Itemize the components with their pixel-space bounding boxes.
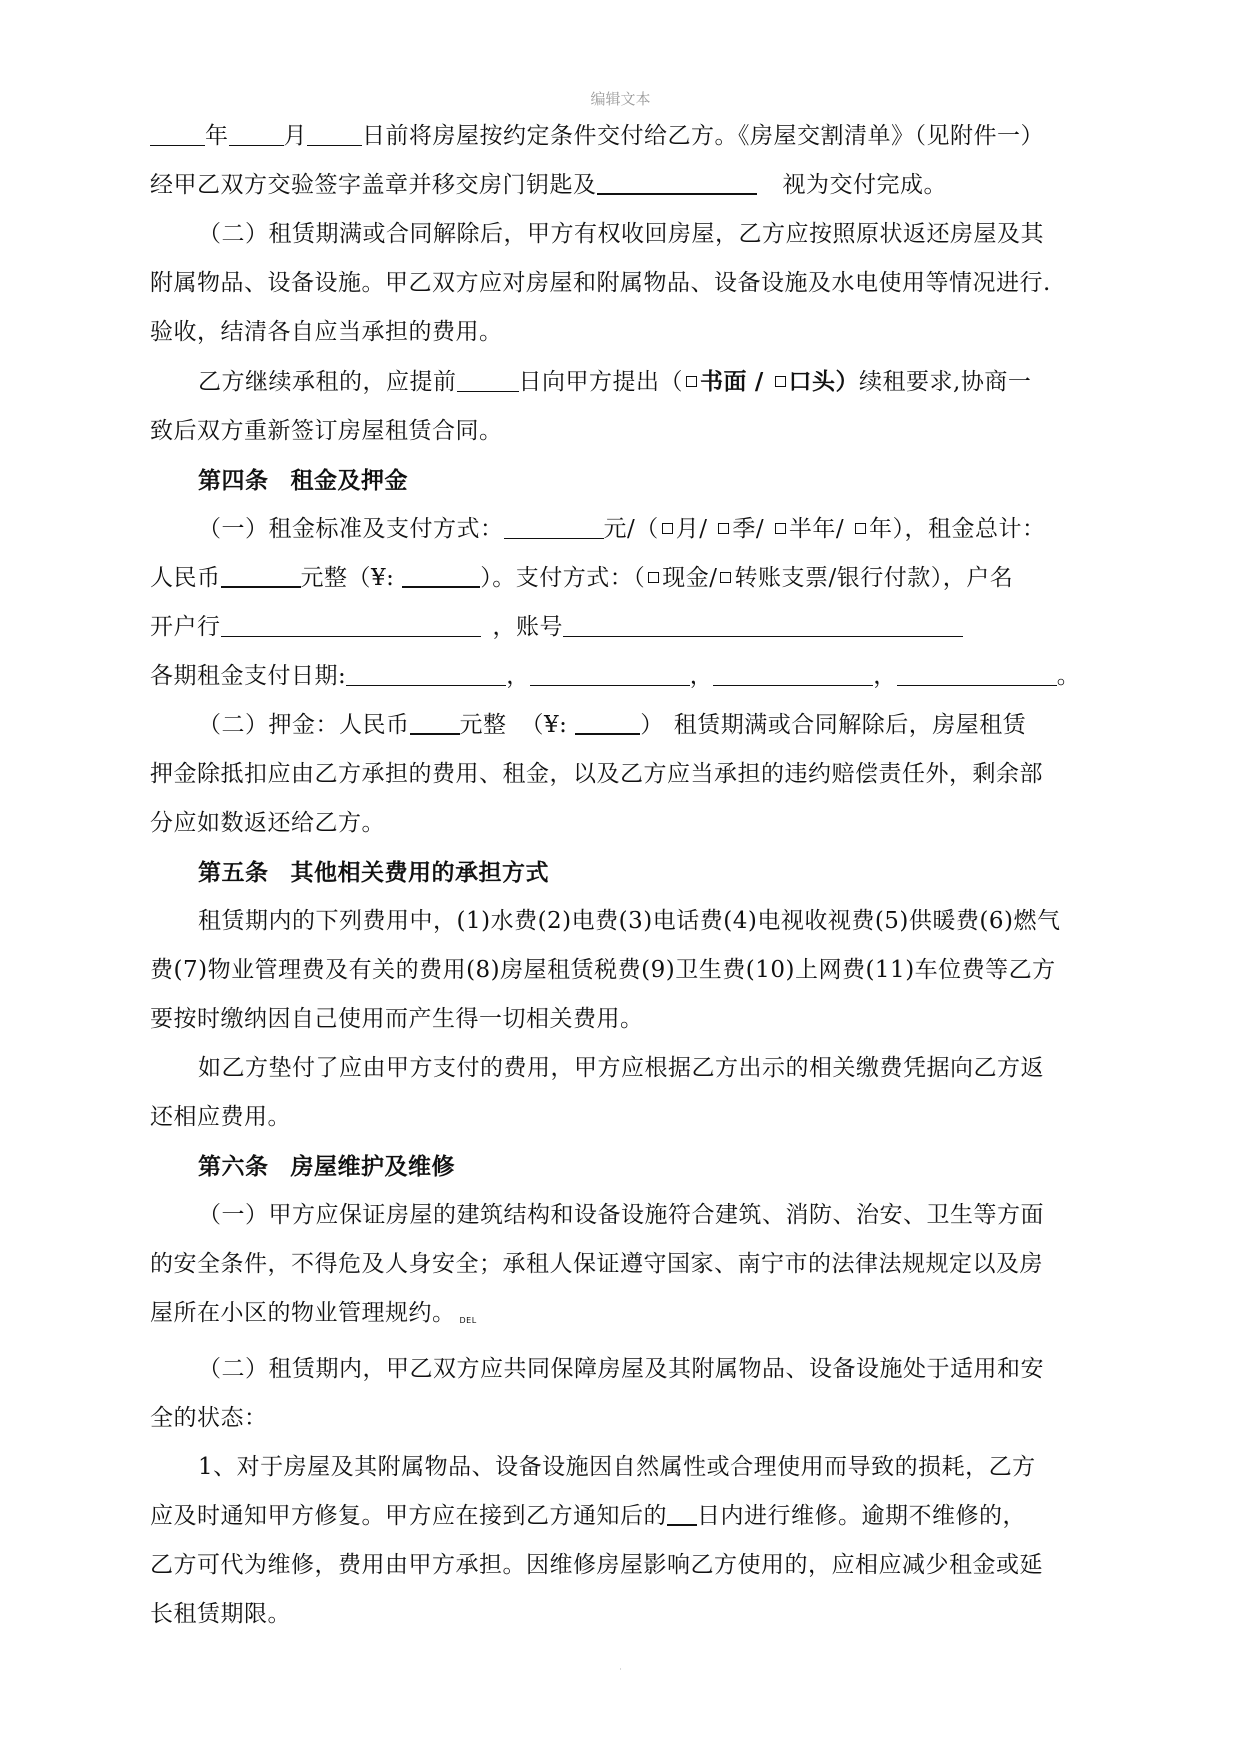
paragraph: 乙方可代为维修，费用由甲方承担。因维修房屋影响乙方使用的，应相应减少租金或延 [150, 1552, 1043, 1578]
paragraph: 长租赁期限。 [150, 1601, 291, 1627]
paragraph: 致后双方重新签订房屋租赁合同。 [150, 418, 503, 444]
paragraph: （一）甲方应保证房屋的建筑结构和设备设施符合建筑、消防、治安、卫生等方面 [198, 1202, 1044, 1228]
paragraph: 费(7)物业管理费及有关的费用(8)房屋租赁税费(9)卫生费(10)上网费(11)车位费等乙方 [150, 957, 1056, 983]
paragraph: 附属物品、设备设施。甲乙双方应对房屋和附属物品、设备设施及水电使用等情况进行. [150, 270, 1051, 296]
paragraph: （二）租赁期满或合同解除后，甲方有权收回房屋，乙方应按照原状返还房屋及其 [198, 221, 1044, 247]
blank-field[interactable] [221, 618, 481, 637]
page-header: 编辑文本 [590, 90, 651, 108]
article-heading: 第四条 租金及押金 [198, 467, 408, 494]
paragraph: 经甲乙双方交验签字盖章并移交房门钥匙及 视为交付完成。 [150, 172, 947, 198]
paragraph: 1、对于房屋及其附属物品、设备设施因自然属性或合理使用而导致的损耗，乙方 [198, 1454, 1036, 1480]
blank-field[interactable] [530, 667, 690, 686]
blank-field[interactable] [402, 568, 480, 588]
blank-field[interactable] [667, 1506, 697, 1526]
paragraph: 全的状态： [150, 1405, 268, 1431]
checkbox[interactable] [775, 523, 786, 534]
paragraph: 押金除抵扣应由乙方承担的费用、租金，以及乙方应当承担的违约赔偿责任外，剩余部 [150, 761, 1043, 787]
paragraph: 还相应费用。 [150, 1104, 291, 1130]
checkbox[interactable] [662, 523, 673, 534]
blank-field[interactable] [410, 715, 460, 735]
checkbox[interactable] [855, 523, 866, 534]
blank-field[interactable] [575, 715, 640, 735]
blank-field[interactable] [229, 127, 284, 146]
blank-field[interactable] [150, 127, 205, 146]
paragraph: 年 月 日前将房屋按约定条件交付给乙方。《房屋交割清单》（见附件一） [150, 112, 1090, 161]
paragraph: 分应如数返还给乙方。 [150, 810, 385, 836]
blank-field[interactable] [346, 667, 506, 686]
blank-field[interactable] [221, 568, 301, 588]
checkbox[interactable] [718, 523, 729, 534]
paragraph: 屋所在小区的物业管理规约。 DEL [150, 1300, 477, 1326]
del-mark: DEL [459, 1316, 477, 1325]
paragraph: 乙方继续承租的，应提前 日向甲方提出（ 书面 / 口头）续租要求,协商一 [198, 368, 1032, 395]
paragraph: 人民币 元整（¥: ）。支付方式：（ 现金/ 转账支票/银行付款），户名 [150, 565, 1014, 591]
blank-field[interactable] [597, 175, 757, 195]
blank-field[interactable] [563, 618, 963, 637]
article-heading: 第五条 其他相关费用的承担方式 [198, 859, 549, 886]
checkbox[interactable] [775, 376, 786, 387]
paragraph: 租赁期内的下列费用中，(1)水费(2)电费(3)电话费(4)电视收视费(5)供暖费(6)燃气 [198, 908, 1061, 934]
blank-field[interactable] [713, 667, 873, 686]
blank-field[interactable] [504, 520, 604, 539]
article-heading: 第六条 房屋维护及维修 [198, 1153, 455, 1180]
checkbox[interactable] [648, 572, 659, 583]
blank-field[interactable] [897, 667, 1057, 686]
document-body [150, 112, 1090, 1639]
checkbox[interactable] [686, 376, 697, 387]
paragraph: 各期租金支付日期: ， ， ， 。 [150, 663, 1081, 689]
paragraph: 的安全条件，不得危及人身安全；承租人保证遵守国家、南宁市的法律法规规定以及房 [150, 1251, 1043, 1277]
checkbox[interactable] [720, 572, 731, 583]
paragraph: 要按时缴纳因自己使用而产生得一切相关费用。 [150, 1006, 644, 1032]
paragraph: 开户行 ，账号 [150, 603, 1090, 652]
blank-field[interactable] [307, 127, 362, 146]
paragraph: 应及时通知甲方修复。甲方应在接到乙方通知后的 日内进行维修。逾期不维修的， [150, 1503, 1026, 1529]
paragraph: 验收，结清各自应当承担的费用。 [150, 319, 503, 345]
footer-mark: · [619, 1665, 622, 1674]
paragraph: （一）租金标准及支付方式： 元/（ 月/ 季/ 半年/ 年），租金总计： [198, 516, 1046, 542]
paragraph: 如乙方垫付了应由甲方支付的费用，甲方应根据乙方出示的相关缴费凭据向乙方返 [198, 1055, 1044, 1081]
blank-field[interactable] [457, 373, 519, 392]
paragraph: （二）押金：人民币 元整 （¥: ） 租赁期满或合同解除后，房屋租赁 [198, 712, 1027, 738]
paragraph: （二）租赁期内，甲乙双方应共同保障房屋及其附属物品、设备设施处于适用和安 [198, 1356, 1044, 1382]
